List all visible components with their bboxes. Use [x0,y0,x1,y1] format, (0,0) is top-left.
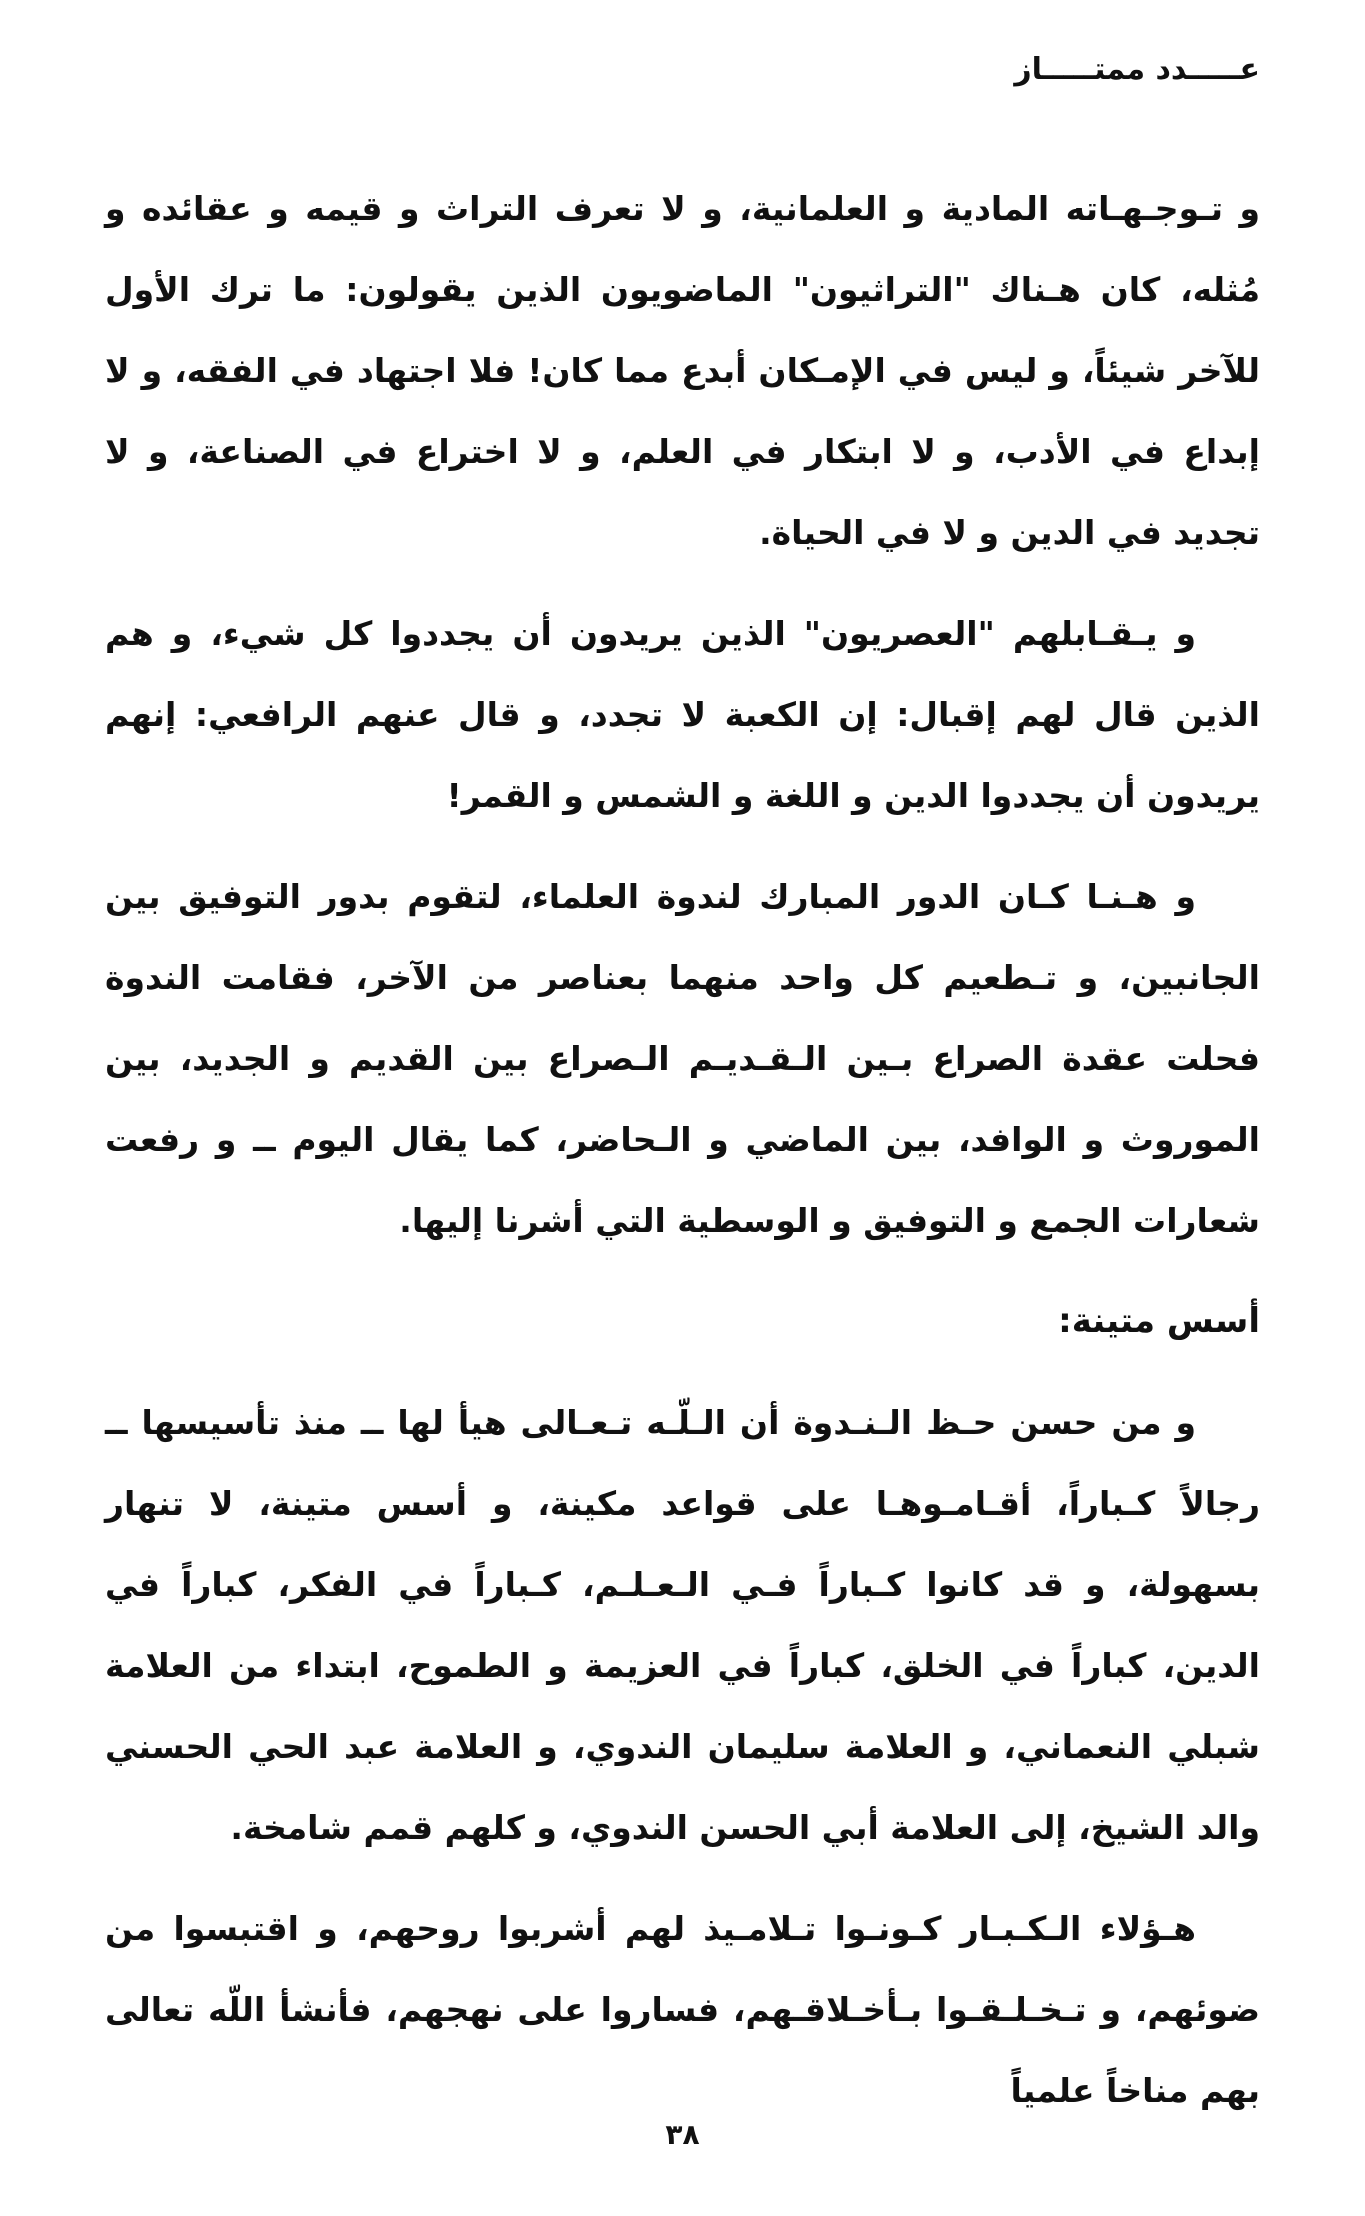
running-header: عـــــدد ممتـــــاز [1014,52,1260,87]
paragraph-1: و تـوجـهـاته المادية و العلمانية، و لا تعرف التراث و قيمه و عقائده و مُثله، كان هـناك "التراثيون" الماضويون الذين يقولون: ما ترك الأول للآخر شيئاً، و ليس في الإمـكان أبدع مما كان! فلا اجتهاد في الفقه، و لا إبداع في الأدب، و لا ابتكار في العلم، و لا اختراع في الصناعة، و لا تجديد في الدين و لا في الحياة. [105,189,1260,552]
paragraph-5: هـؤلاء الـكـبـار كـونـوا تـلامـيذ لهم أشربوا روحهم، و اقتبسوا من ضوئهم، و تـخـلـقـوا بـأخـلاقـهم، فساروا على نهجهم، فأنشأ اللّه تعالى بهم مناخاً علمياً [105,1909,1260,2110]
section-heading: أسس متينة: [1058,1301,1260,1341]
paragraph-2: و يـقـابلهم "العصريون" الذين يريدون أن يجددوا كل شيء، و هم الذين قال لهم إقبال: إن الكعبة لا تجدد، و قال عنهم الرافعي: إنهم يريدون أن يجددوا الدين و اللغة و الشمس و القمر! [105,614,1260,815]
paragraph-3: و هـنـا كـان الدور المبارك لندوة العلماء، لتقوم بدور التوفيق بين الجانبين، و تـطعيم كل واحد منهما بعناصر من الآخر، فقامت الندوة فحلت عقدة الصراع بـين الـقـديـم الـصراع بين القديم و الجديد، بين الموروث و الوافد، بين الماضي و الـحاضر، كما يقال اليوم ــ و رفعت شعارات الجمع و التوفيق و الوسطية التي أشرنا إليها. [105,877,1260,1240]
paragraph-4: و من حسن حـظ الـنـدوة أن الـلّـه تـعـالى هيأ لها ــ منذ تأسيسها ــ رجالاً كـباراً، أقـامـوهـا على قواعد مكينة، و أسس متينة، لا تنهار بسهولة، و قد كانوا كـباراً فـي الـعـلـم، كـباراً في الفكر، كباراً في الدين، كباراً في الخلق، كباراً في العزيمة و الطموح، ابتداء من العلامة شبلي النعماني، و العلامة سليمان الندوي، و العلامة عبد الحي الحسني والد الشيخ، إلى العلامة أبي الحسن الندوي، و كلهم قمم شامخة. [105,1403,1260,1847]
page-number: ٣٨ [665,2118,700,2151]
page-content [105,168,1260,2151]
